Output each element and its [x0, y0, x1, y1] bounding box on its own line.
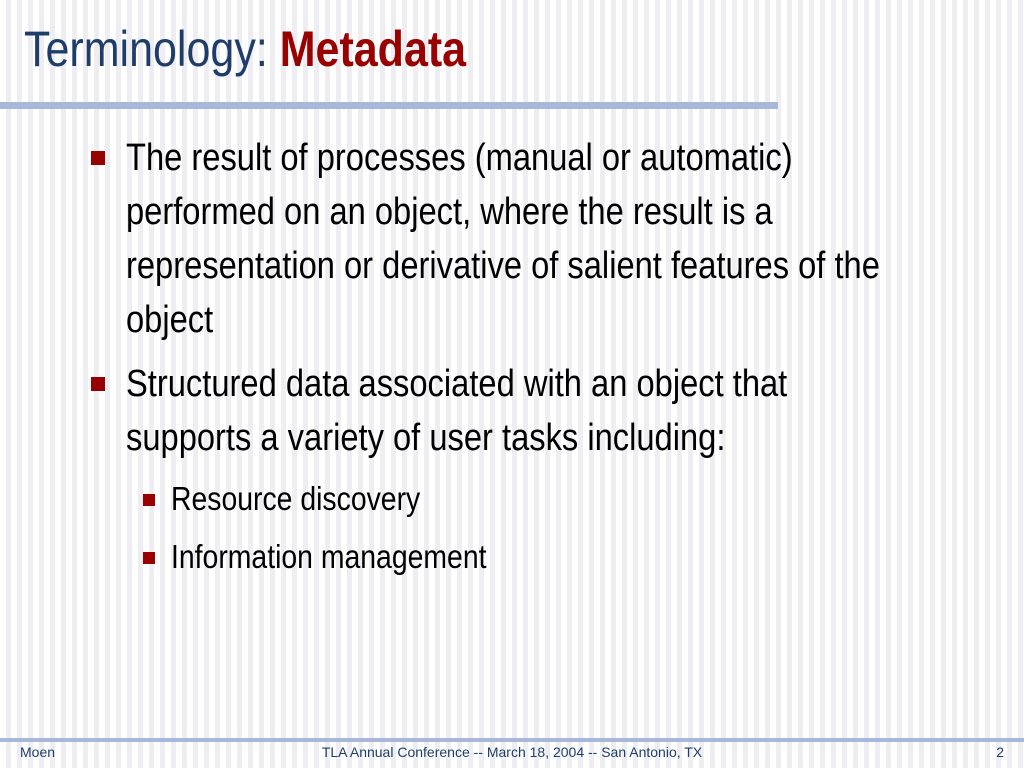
sub-bullet-resource-discovery: Resource discovery [171, 480, 421, 517]
footer-rule [0, 738, 1024, 742]
bullet-2-line-1: Structured data associated with an object that [126, 363, 788, 405]
sub-bullet-square-icon [143, 494, 155, 506]
footer-author: Moen [20, 744, 56, 760]
sub-bullet-information-management: Information management [171, 538, 487, 575]
title-prefix: Terminology: [24, 21, 280, 77]
bullet-1-line-3: representation or derivative of salient features of the [126, 245, 880, 287]
bullet-square-icon [91, 377, 105, 391]
bullet-2-line-2: supports a variety of user tasks including: [126, 417, 726, 459]
bullet-1-line-2: performed on an object, where the result is a [126, 191, 773, 233]
footer-event: TLA Annual Conference -- March 18, 2004 -- San Antonio, TX [321, 744, 703, 760]
title-emphasis: Metadata [279, 21, 467, 77]
sub-bullet-square-icon [143, 552, 155, 564]
bullet-1-line-1: The result of processes (manual or automatic) [126, 137, 793, 179]
bullet-1-line-4: object [126, 299, 214, 341]
bullet-square-icon [91, 151, 105, 165]
footer-page-number: 2 [996, 744, 1004, 760]
